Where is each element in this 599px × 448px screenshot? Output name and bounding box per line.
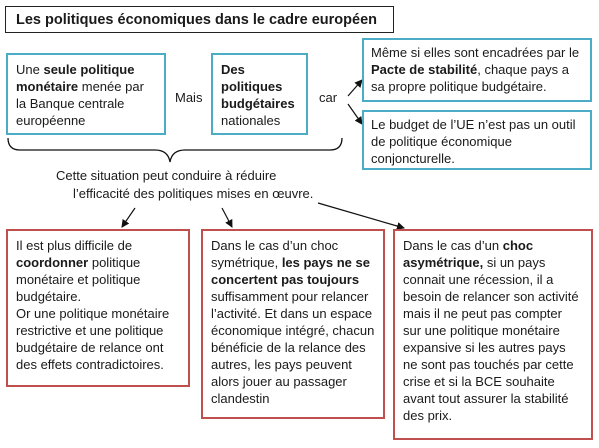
monetary-text-2: menée par la Banque centrale européenne <box>16 79 144 128</box>
sym-text-1: Dans le cas d’un choc symétrique, <box>211 238 339 270</box>
pacte-text-1: Même si elles sont encadrées par le <box>371 45 580 60</box>
coord-text-2: politique monétaire et politique budgétaire. <box>16 255 141 304</box>
monetary-text-1: Une <box>16 62 44 77</box>
ue-text: Le budget de l’UE n’est pas un outil de politique économique conjoncturelle. <box>371 117 576 166</box>
arrow-to-sym <box>222 208 232 227</box>
box-monetary-policy <box>6 53 166 135</box>
situation-line-2: l’efficacité des politiques mises en œuvre. <box>73 186 314 201</box>
situation-line-1: Cette situation peut conduire à réduire <box>56 168 277 183</box>
arrow-to-ue <box>348 104 362 124</box>
asym-bold: choc asymétrique, <box>403 238 534 270</box>
sym-bold: les pays ne se concertent pas toujours <box>211 255 370 287</box>
page-title: Les politiques économiques dans le cadre européen <box>5 6 394 33</box>
arrow-to-asym <box>318 203 404 228</box>
coord-text-3: Or une politique monétaire restrictive et une politique budgétaire de relance ont des effets contradictoires. <box>16 306 170 372</box>
budget-bold: Des politiques budgétaires <box>221 62 295 111</box>
coord-text-1: Il est plus difficile de <box>16 238 133 253</box>
sym-text-2: suffisamment pour relancer l’activité. Et dans un espace économique intégré, chacun bénéficie de la relance des autres, les pays peuvent alors jouer au passager clandestin <box>211 289 375 406</box>
budget-text: nationales <box>221 113 281 128</box>
box-pacte-stabilite <box>362 38 592 102</box>
monetary-bold: seule politique monétaire <box>16 62 135 94</box>
grouping-brace <box>8 138 342 162</box>
box-choc-symetrique <box>201 229 385 419</box>
arrow-to-coord <box>122 208 135 227</box>
box-budget-policy <box>211 53 308 135</box>
box-coordination <box>6 229 190 387</box>
box-choc-asymetrique <box>393 229 593 440</box>
pacte-text-2: , chaque pays a sa propre politique budgétaire. <box>371 62 570 94</box>
asym-text-2: si un pays connait une récession, il a besoin de relancer son activité mais il ne peut pas compter sur une politique monétaire expansive si les autres pays ne sont pas touchés par cette crise et si la BCE souhaite avant tout assurer la stabilité des prix. <box>403 255 579 423</box>
pacte-bold: Pacte de stabilité <box>371 62 478 77</box>
label-mais: Mais <box>175 90 203 105</box>
box-budget-ue <box>362 110 592 170</box>
coord-bold: coordonner <box>16 255 89 270</box>
asym-text-1: Dans le cas d’un <box>403 238 503 253</box>
label-car: car <box>319 90 338 105</box>
arrow-to-pacte <box>348 80 362 96</box>
